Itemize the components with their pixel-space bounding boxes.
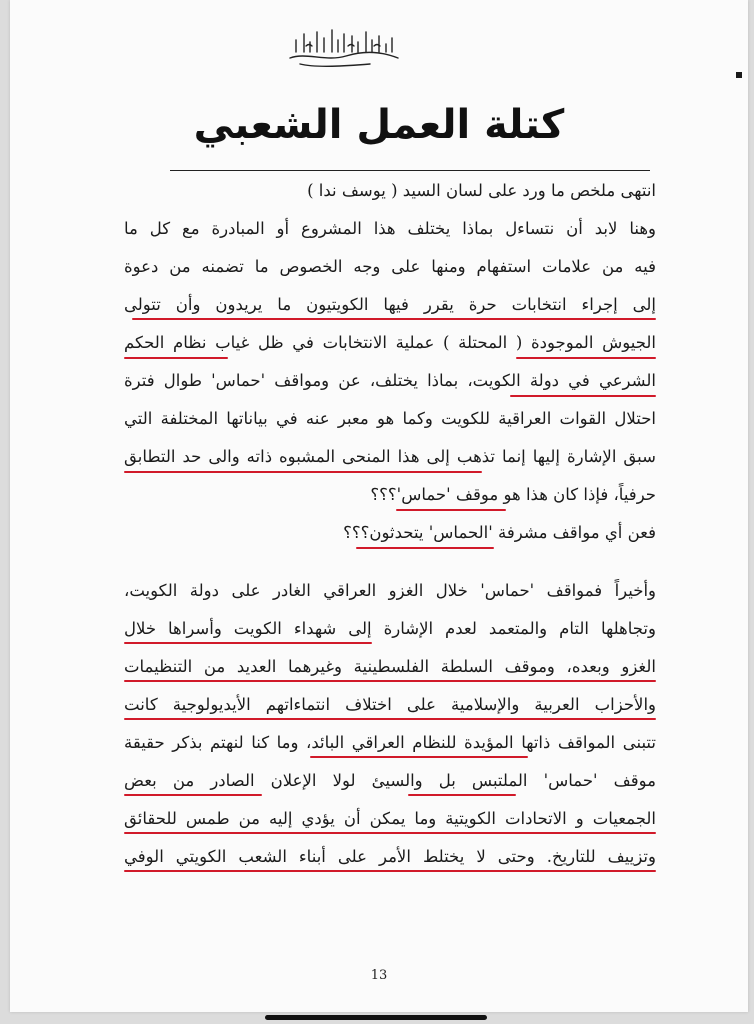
text-line: فعن أي مواقف مشرفة 'الحماس' يتحدثون؟؟؟: [124, 514, 656, 572]
text-line: الجمعيات و الاتحادات الكويتية وما يمكن أن يؤدي إليه من طمس للحقائق: [124, 800, 656, 838]
red-underline: [124, 680, 656, 682]
red-underline: [124, 718, 656, 720]
red-underline: [516, 357, 656, 359]
text-line: حرفياً، فإذا كان هذا هو موقف 'حماس'؟؟؟: [124, 476, 656, 514]
basmala-calligraphy: [286, 22, 402, 70]
page-number: 13: [370, 968, 388, 983]
red-underline: [124, 357, 228, 359]
text-line: الجيوش الموجودة ( المحتلة ) عملية الانتخابات في ظل غياب نظام الحكم: [124, 324, 656, 362]
red-underline: [124, 794, 262, 796]
text-line: تتبنى المواقف ذاتها المؤيدة للنظام العراقي البائد، وما كنا لنهتم بذكر حقيقة: [124, 724, 656, 762]
text-line: إلى إجراء انتخابات حرة يقرر فيها الكويتيون ما يريدون وأن تتولى: [124, 286, 656, 324]
red-underline: [310, 756, 528, 758]
text-line: الشرعي في دولة الكويت، بماذا يختلف، عن ومواقف 'حماس' طوال فترة: [124, 362, 656, 400]
text-line: وهنا لابد أن نتساءل بماذا يختلف هذا المشروع أو المبادرة مع كل ما: [124, 219, 656, 238]
red-underline: [124, 642, 372, 644]
body-text: [124, 172, 656, 876]
red-underline: [124, 870, 656, 872]
red-underline: [408, 794, 516, 796]
text-line: وأخيراً فمواقف 'حماس' خلال الغزو العراقي الغادر على دولة الكويت،: [124, 581, 656, 600]
text-line: والأحزاب العربية والإسلامية على اختلاف انتماءاتهم الأيديولوجية كانت: [124, 686, 656, 724]
text-line: موقف 'حماس' الملتبس بل والسيئ لولا الإعلان الصادر من بعض: [124, 762, 656, 800]
text-line: وتزييف للتاريخ. وحتى لا يختلط الأمر على أبناء الشعب الكويتي الوفي: [124, 838, 656, 876]
red-underline: [510, 395, 656, 397]
red-underline: [356, 547, 494, 549]
text-line: وتجاهلها التام والمتعمد لعدم الإشارة إلى شهداء الكويت وأسراها خلال: [124, 610, 656, 648]
document-title: كتلة العمل الشعبي: [193, 102, 565, 148]
text-line: انتهى ملخص ما ورد على لسان السيد ( يوسف ندا ): [307, 181, 656, 200]
document-page: [10, 0, 748, 1012]
red-underline: [396, 509, 506, 511]
text-line: الغزو وبعده، وموقف السلطة الفلسطينية وغيرهما العديد من التنظيمات: [124, 648, 656, 686]
red-underline: [124, 471, 482, 473]
text-line: احتلال القوات العراقية للكويت وكما هو معبر عنه في بياناتها المختلفة التي: [124, 409, 656, 428]
home-indicator[interactable]: [265, 1015, 487, 1020]
red-underline: [132, 318, 656, 320]
text-line: سبق الإشارة إليها إنما تذهب إلى هذا المنحى المشبوه ذاته والى حد التطابق: [124, 438, 656, 476]
title-divider: [170, 170, 650, 171]
red-underline: [124, 832, 656, 834]
scan-mark: [736, 72, 742, 78]
text-line: فيه من علامات استفهام ومنها على وجه الخصوص ما تضمنه من دعوة: [124, 257, 656, 276]
